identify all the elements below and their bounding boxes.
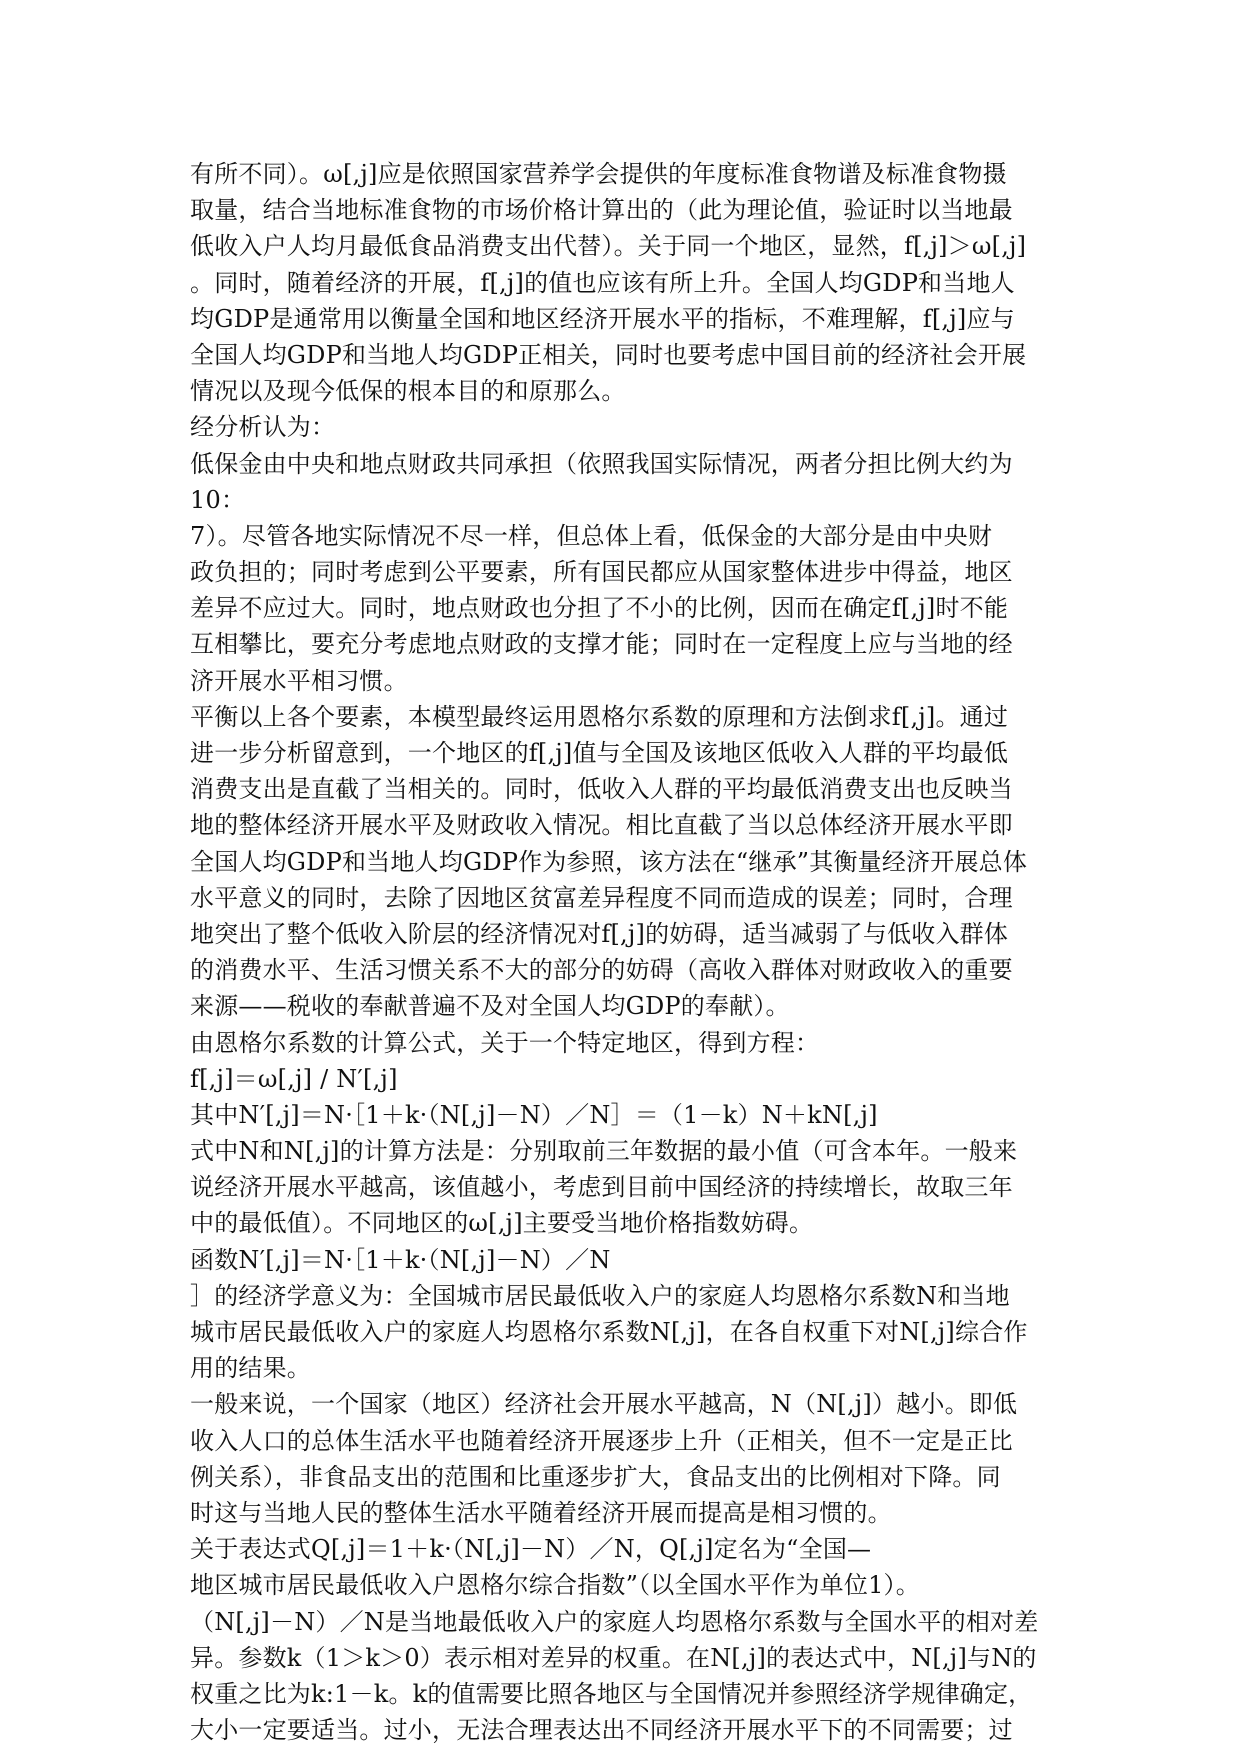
text-line: 例关系），非食品支出的范围和比重逐步扩大，食品支出的比例相对下降。同 [190, 1462, 1001, 1491]
text-line: 低保金由中央和地点财政共同承担（依照我国实际情况，两者分担比例大约为 [190, 449, 1013, 478]
text-line: 式中N和N[,j]的计算方法是：分别取前三年数据的最小值（可含本年。一般来 [190, 1137, 1018, 1166]
equation-line: 函数N′[,j]＝N·［1＋k·（N[,j]－N）／N [190, 1245, 611, 1274]
text-line: 地的整体经济开展水平及财政收入情况。相比直截了当以总体经济开展水平即 [190, 811, 1013, 840]
text-line: 低收入户人均月最低食品消费支出代替）。关于同一个地区，显然，f[,j]＞ω[,j] [190, 232, 1027, 261]
text-line: 异。参数k（1＞k＞0）表示相对差异的权重。在N[,j]的表达式中，N[,j]与N的 [190, 1643, 1037, 1672]
text-line: 经分析认为： [190, 413, 336, 442]
text-line: 收入人口的总体生活水平也随着经济开展逐步上升（正相关，但不一定是正比 [190, 1426, 1013, 1455]
text-line: 城市居民最低收入户的家庭人均恩格尔系数N[,j]，在各自权重下对N[,j]综合作 [190, 1318, 1028, 1346]
text-line: 权重之比为k:1－k。k的值需要比照各地区与全国情况并参照经济学规律确定， [190, 1679, 1033, 1708]
document-body [190, 156, 1050, 1748]
text-line: 均GDP是通常用以衡量全国和地区经济开展水平的指标，不难理解，f[,j]应与 [190, 304, 1015, 333]
equation-line: f[,j]＝ω[,j] / N′[,j] [190, 1064, 398, 1093]
text-line: ］的经济学意义为：全国城市居民最低收入户的家庭人均恩格尔系数N和当地 [190, 1281, 1010, 1310]
text-line: 有所不同）。ω[,j]应是依照国家营养学会提供的年度标准食物谱及标准食物摄 [190, 160, 1007, 188]
text-line: 取量，结合当地标准食物的市场价格计算出的（此为理论值，验证时以当地最 [190, 196, 1013, 225]
text-line: 政负担的；同时考虑到公平要素，所有国民都应从国家整体进步中得益，地区 [190, 558, 1013, 587]
text-line: 由恩格尔系数的计算公式，关于一个特定地区，得到方程： [190, 1028, 820, 1057]
text-line: 差异不应过大。同时，地点财政也分担了不小的比例，因而在确定f[,j]时不能 [190, 594, 1009, 623]
text-line: 情况以及现今低保的根本目的和原那么。 [190, 377, 626, 406]
text-line: 的消费水平、生活习惯关系不大的部分的妨碍（高收入群体对财政收入的重要 [190, 956, 1013, 985]
text-line: 全国人均GDP和当地人均GDP作为参照，该方法在“继承”其衡量经济开展总体 [190, 847, 1028, 876]
text-line: （N[,j]－N）／N是当地最低收入户的家庭人均恩格尔系数与全国水平的相对差 [190, 1607, 1039, 1636]
text-line: 互相攀比，要充分考虑地点财政的支撑才能；同时在一定程度上应与当地的经 [190, 630, 1013, 659]
text-line: 关于表达式Q[,j]＝1＋k·（N[,j]－N）／N，Q[,j]定名为“全国— [190, 1535, 872, 1564]
text-line: 时这与当地人民的整体生活水平随着经济开展而提高是相习惯的。 [190, 1498, 892, 1527]
text-line: 。同时，随着经济的开展，f[,j]的值也应该有所上升。全国人均GDP和当地人 [190, 268, 1015, 297]
text-line: 中的最低值）。不同地区的ω[,j]主要受当地价格指数妨碍。 [190, 1209, 814, 1238]
text-line: 来源——税收的奉献普遍不及对全国人均GDP的奉献）。 [190, 992, 790, 1021]
text-line: 地突出了整个低收入阶层的经济情况对f[,j]的妨碍，适当减弱了与低收入群体 [190, 919, 1009, 948]
text-line: 济开展水平相习惯。 [190, 666, 408, 695]
text-line: 用的结果。 [190, 1354, 311, 1383]
text-line: 水平意义的同时，去除了因地区贫富差异程度不同而造成的误差；同时，合理 [190, 883, 1013, 912]
text-line: 进一步分析留意到，一个地区的f[,j]值与全国及该地区低收入人群的平均最低 [190, 739, 1009, 767]
text-line: 大小一定要适当。过小，无法合理表达出不同经济开展水平下的不同需要；过 [190, 1716, 1013, 1745]
text-line: 一般来说，一个国家（地区）经济社会开展水平越高，N（N[,j]）越小。即低 [190, 1390, 1018, 1419]
text-line: 消费支出是直截了当相关的。同时，低收入人群的平均最低消费支出也反映当 [190, 775, 1013, 804]
text-line: 全国人均GDP和当地人均GDP正相关，同时也要考虑中国目前的经济社会开展 [190, 340, 1027, 369]
text-line: 地区城市居民最低收入户恩格尔综合指数”（以全国水平作为单位1）。 [190, 1571, 920, 1600]
text-line: 7）。尽管各地实际情况不尽一样，但总体上看，低保金的大部分是由中央财 [190, 521, 993, 550]
equation-line: 其中N′[,j]＝N·［1＋k·（N[,j]－N）／N］＝（1－k）N＋kN[,j] [190, 1100, 878, 1129]
text-line: 说经济开展水平越高，该值越小，考虑到目前中国经济的持续增长，故取三年 [190, 1173, 1013, 1202]
text-line: 平衡以上各个要素，本模型最终运用恩格尔系数的原理和方法倒求f[,j]。通过 [190, 702, 1009, 731]
text-line: 10： [190, 485, 246, 514]
